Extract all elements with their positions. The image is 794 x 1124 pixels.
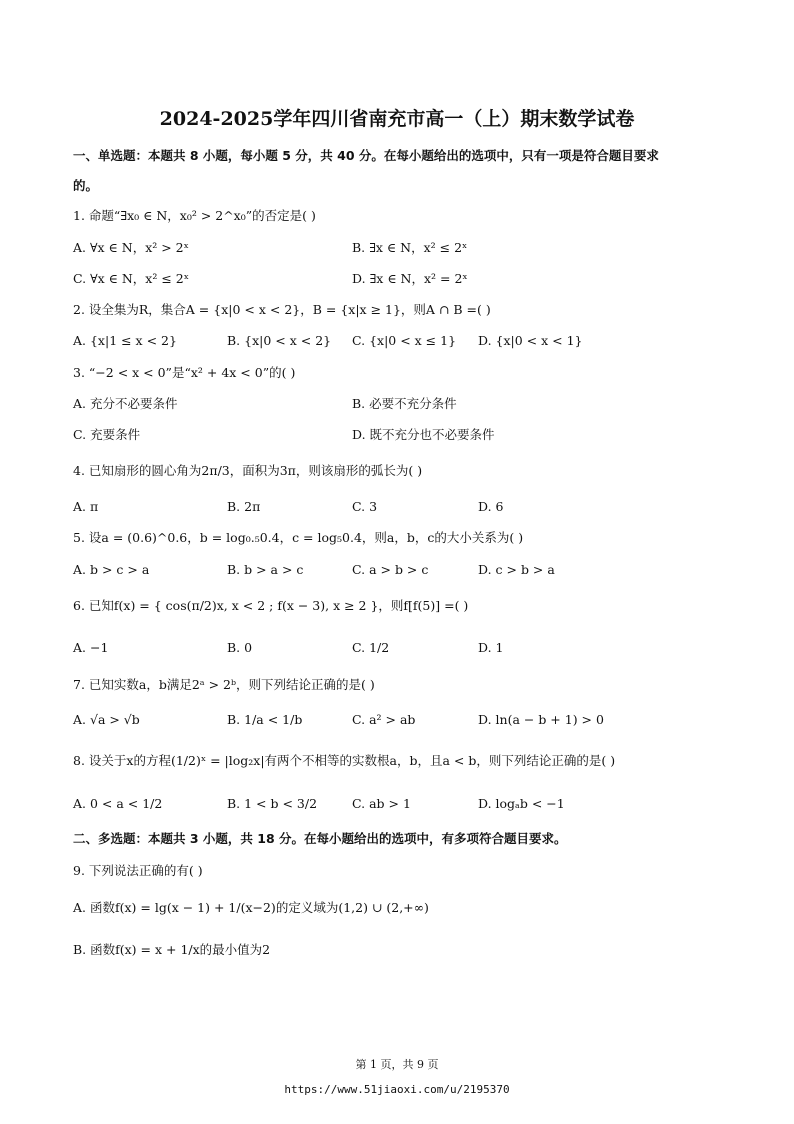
q8-stem: 8. 设关于x的方程(1/2)ˣ = |log₂x|有两个不相等的实数根a，b，且a < b，则下列结论正确的是( ) (73, 753, 616, 768)
watermark-url: https://www.51jiaoxi.com/u/2195370 (284, 1083, 510, 1096)
q4-option-c: C. 3 (352, 499, 378, 514)
q6-option-d: D. 1 (478, 640, 504, 655)
q8-option-a: A. 0 < a < 1/2 (73, 796, 163, 811)
q4-stem: 4. 已知扇形的圆心角为2π/3，面积为3π，则该扇形的弧长为( ) (73, 463, 423, 478)
q4-option-b: B. 2π (227, 499, 261, 514)
q9-stem: 9. 下列说法正确的有( ) (73, 863, 203, 878)
q5-option-c: C. a > b > c (352, 562, 429, 577)
q2-option-d: D. {x|0 < x < 1} (478, 333, 583, 348)
q4-option-d: D. 6 (478, 499, 504, 514)
q9-option-a: A. 函数f(x) = lg(x − 1) + 1/(x−2)的定义域为(1,2) ∪ (2,+∞) (73, 900, 429, 915)
q7-option-c: C. a² > ab (352, 712, 416, 727)
q2-option-b: B. {x|0 < x < 2} (227, 333, 332, 348)
section1-header-line2: 的。 (73, 178, 99, 193)
q3-option-c: C. 充要条件 (73, 427, 141, 442)
section2-header: 二、多选题：本题共 3 小题，共 18 分。在每小题给出的选项中，有多项符合题目要求。 (73, 831, 567, 846)
q2-stem: 2. 设全集为R，集合A = {x|0 < x < 2}，B = {x|x ≥ 1}，则A ∩ B =( ) (73, 302, 491, 317)
q3-option-a: A. 充分不必要条件 (73, 396, 178, 411)
q8-option-b: B. 1 < b < 3/2 (227, 796, 318, 811)
q7-stem: 7. 已知实数a，b满足2ᵃ > 2ᵇ，则下列结论正确的是( ) (73, 677, 375, 692)
q7-option-a: A. √a > √b (73, 712, 140, 727)
q6-stem: 6. 已知f(x) = { cos(π/2)x, x < 2 ; f(x − 3), x ≥ 2 }，则f[f(5)] =( ) (73, 598, 469, 613)
q8-option-c: C. ab > 1 (352, 796, 411, 811)
q5-stem: 5. 设a = (0.6)^0.6，b = log₀.₅0.4，c = log₅0.4，则a，b，c的大小关系为( ) (73, 530, 524, 545)
q3-option-b: B. 必要不充分条件 (352, 396, 457, 411)
section1-header-line1: 一、单选题：本题共 8 小题，每小题 5 分，共 40 分。在每小题给出的选项中，只有一项是符合题目要求 (73, 148, 659, 163)
q1-stem: 1. 命题“∃x₀ ∈ N，x₀² > 2^x₀”的否定是( ) (73, 208, 316, 223)
q3-option-d: D. 既不充分也不必要条件 (352, 427, 495, 442)
q1-option-c: C. ∀x ∈ N，x² ≤ 2ˣ (73, 271, 190, 286)
q1-option-d: D. ∃x ∈ N，x² = 2ˣ (352, 271, 468, 286)
q5-option-d: D. c > b > a (478, 562, 555, 577)
q6-option-c: C. 1/2 (352, 640, 390, 655)
exam-title: 2024-2025学年四川省南充市高一（上）期末数学试卷 (159, 108, 635, 130)
q7-option-b: B. 1/a < 1/b (227, 712, 303, 727)
q6-option-b: B. 0 (227, 640, 253, 655)
page-footer: 第 1 页，共 9 页 (355, 1058, 439, 1071)
q2-option-c: C. {x|0 < x ≤ 1} (352, 333, 457, 348)
q5-option-b: B. b > a > c (227, 562, 304, 577)
q6-option-a: A. −1 (73, 640, 109, 655)
q1-option-b: B. ∃x ∈ N，x² ≤ 2ˣ (352, 240, 468, 255)
q5-option-a: A. b > c > a (73, 562, 150, 577)
q1-option-a: A. ∀x ∈ N，x² > 2ˣ (73, 240, 189, 255)
q2-option-a: A. {x|1 ≤ x < 2} (73, 333, 177, 348)
q7-option-d: D. ln(a − b + 1) > 0 (478, 712, 604, 727)
q8-option-d: D. logₐb < −1 (478, 796, 565, 811)
q4-option-a: A. π (73, 499, 99, 514)
q3-stem: 3. “−2 < x < 0”是“x² + 4x < 0”的( ) (73, 365, 296, 380)
q9-option-b: B. 函数f(x) = x + 1/x的最小值为2 (73, 942, 271, 957)
